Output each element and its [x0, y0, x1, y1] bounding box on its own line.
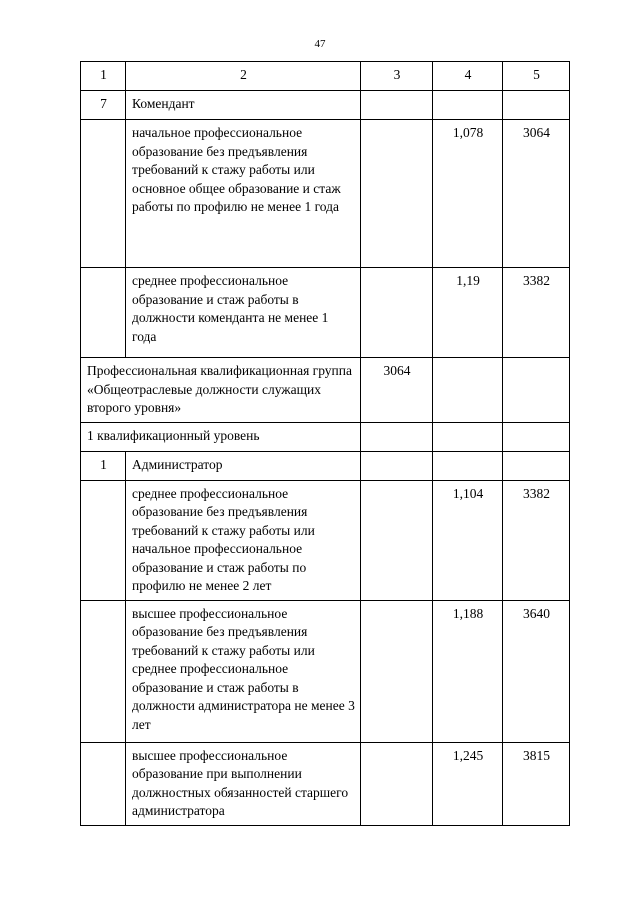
salary-table: [80, 61, 570, 826]
table-row: [81, 742, 570, 825]
table-row: [81, 358, 570, 423]
empty-cell: [433, 91, 503, 120]
empty-cell: [503, 91, 570, 120]
empty-cell: [361, 422, 433, 451]
qualification-level: 1 квалификационный уровень: [81, 422, 361, 451]
header-cell: 4: [433, 62, 503, 91]
table-row: [81, 268, 570, 358]
coefficient: 1,104: [433, 480, 503, 600]
empty-cell: [81, 600, 126, 742]
requirement-text: высшее профессиональное образование без предъявления требований к стажу работы или среднее профессиональное образование и стаж работы в должности администратора не менее 3 лет: [126, 600, 361, 742]
table-row: [81, 480, 570, 600]
position-title: Комендант: [126, 91, 361, 120]
qualification-group-title: Профессиональная квалификационная группа «Общеотраслевые должности служащих второго уровня»: [81, 358, 361, 423]
requirement-text: начальное профессиональное образование без предъявления требований к стажу работы или основное общее образование и стаж работы по профилю не менее 1 года: [126, 120, 361, 268]
table-row: [81, 91, 570, 120]
salary: 3382: [503, 480, 570, 600]
empty-cell: [361, 120, 433, 268]
table-row: [81, 451, 570, 480]
empty-cell: [503, 422, 570, 451]
empty-cell: [81, 480, 126, 600]
table-row: [81, 600, 570, 742]
salary: 3640: [503, 600, 570, 742]
requirement-text: среднее профессиональное образование без предъявления требований к стажу работы или начальное профессиональное образование и стаж работы по профилю не менее 2 лет: [126, 480, 361, 600]
position-title: Администратор: [126, 451, 361, 480]
coefficient: 1,078: [433, 120, 503, 268]
coefficient: 1,245: [433, 742, 503, 825]
coefficient: 1,188: [433, 600, 503, 742]
empty-cell: [81, 120, 126, 268]
empty-cell: [433, 422, 503, 451]
header-cell: 2: [126, 62, 361, 91]
page-number: 47: [314, 38, 326, 50]
empty-cell: [503, 358, 570, 423]
empty-cell: [503, 451, 570, 480]
empty-cell: [81, 268, 126, 358]
row-number: 1: [81, 451, 126, 480]
empty-cell: [361, 451, 433, 480]
header-cell: 3: [361, 62, 433, 91]
empty-cell: [81, 742, 126, 825]
empty-cell: [361, 91, 433, 120]
empty-cell: [361, 742, 433, 825]
base-salary: 3064: [361, 358, 433, 423]
empty-cell: [433, 451, 503, 480]
empty-cell: [361, 480, 433, 600]
salary: 3382: [503, 268, 570, 358]
header-cell: 1: [81, 62, 126, 91]
empty-cell: [433, 358, 503, 423]
empty-cell: [361, 600, 433, 742]
salary: 3815: [503, 742, 570, 825]
requirement-text: среднее профессиональное образование и стаж работы в должности коменданта не менее 1 года: [126, 268, 361, 358]
row-number: 7: [81, 91, 126, 120]
header-cell: 5: [503, 62, 570, 91]
requirement-text: высшее профессиональное образование при выполнении должностных обязанностей старшего администратора: [126, 742, 361, 825]
salary: 3064: [503, 120, 570, 268]
table-row: [81, 120, 570, 268]
table-header-row: [81, 62, 570, 91]
empty-cell: [361, 268, 433, 358]
coefficient: 1,19: [433, 268, 503, 358]
table-row: [81, 422, 570, 451]
